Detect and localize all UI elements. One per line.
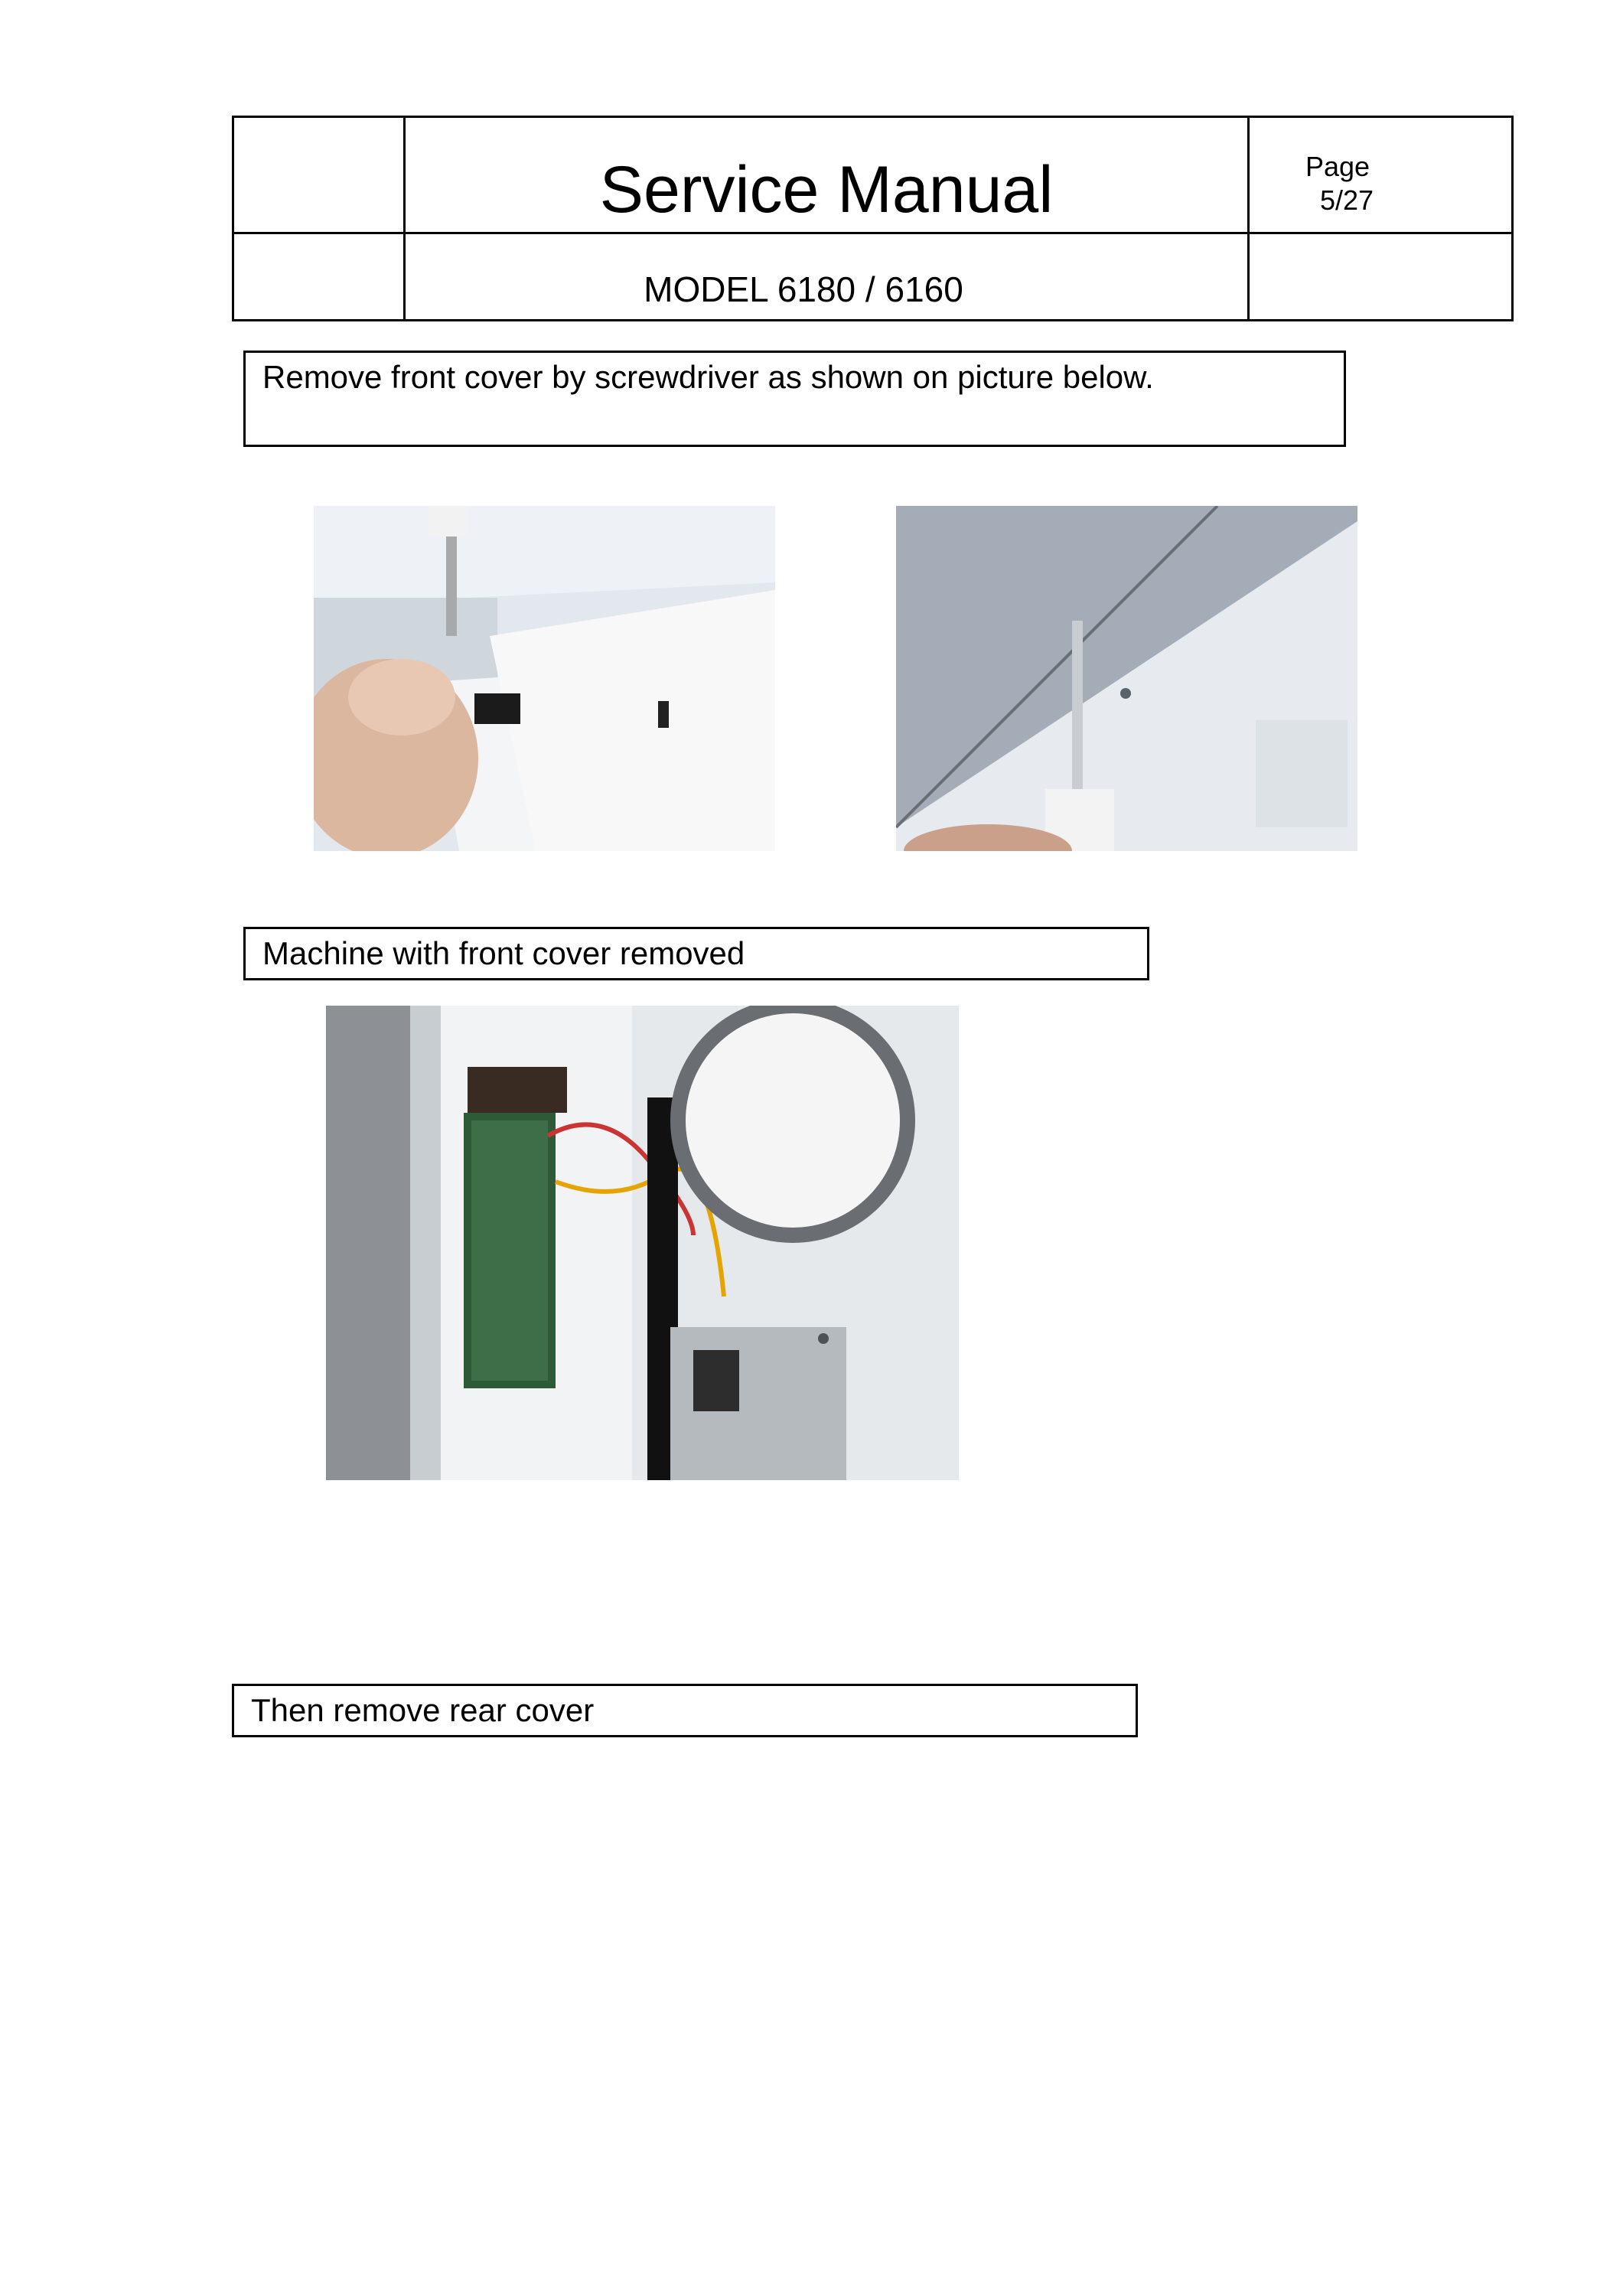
page-title: Service Manual (599, 153, 1054, 227)
photo-machine-front-cover-removed (326, 1006, 959, 1480)
page-number: 5/27 (1320, 184, 1374, 216)
photo-screwdriver-prying-cover-right (896, 506, 1357, 851)
photo-screwdriver-prying-cover-left (314, 506, 775, 851)
step-text: Machine with front cover removed (262, 935, 745, 971)
step-box-remove-front-cover (243, 351, 1346, 447)
model-label: MODEL 6180 / 6160 (644, 269, 963, 309)
step-box-remove-rear-cover (232, 1684, 1138, 1737)
step-text: Then remove rear cover (251, 1692, 595, 1728)
page-label: Page (1305, 151, 1370, 182)
step-text: Remove front cover by screwdriver as shown on picture below. (262, 359, 1154, 395)
step-box-cover-removed (243, 927, 1149, 980)
